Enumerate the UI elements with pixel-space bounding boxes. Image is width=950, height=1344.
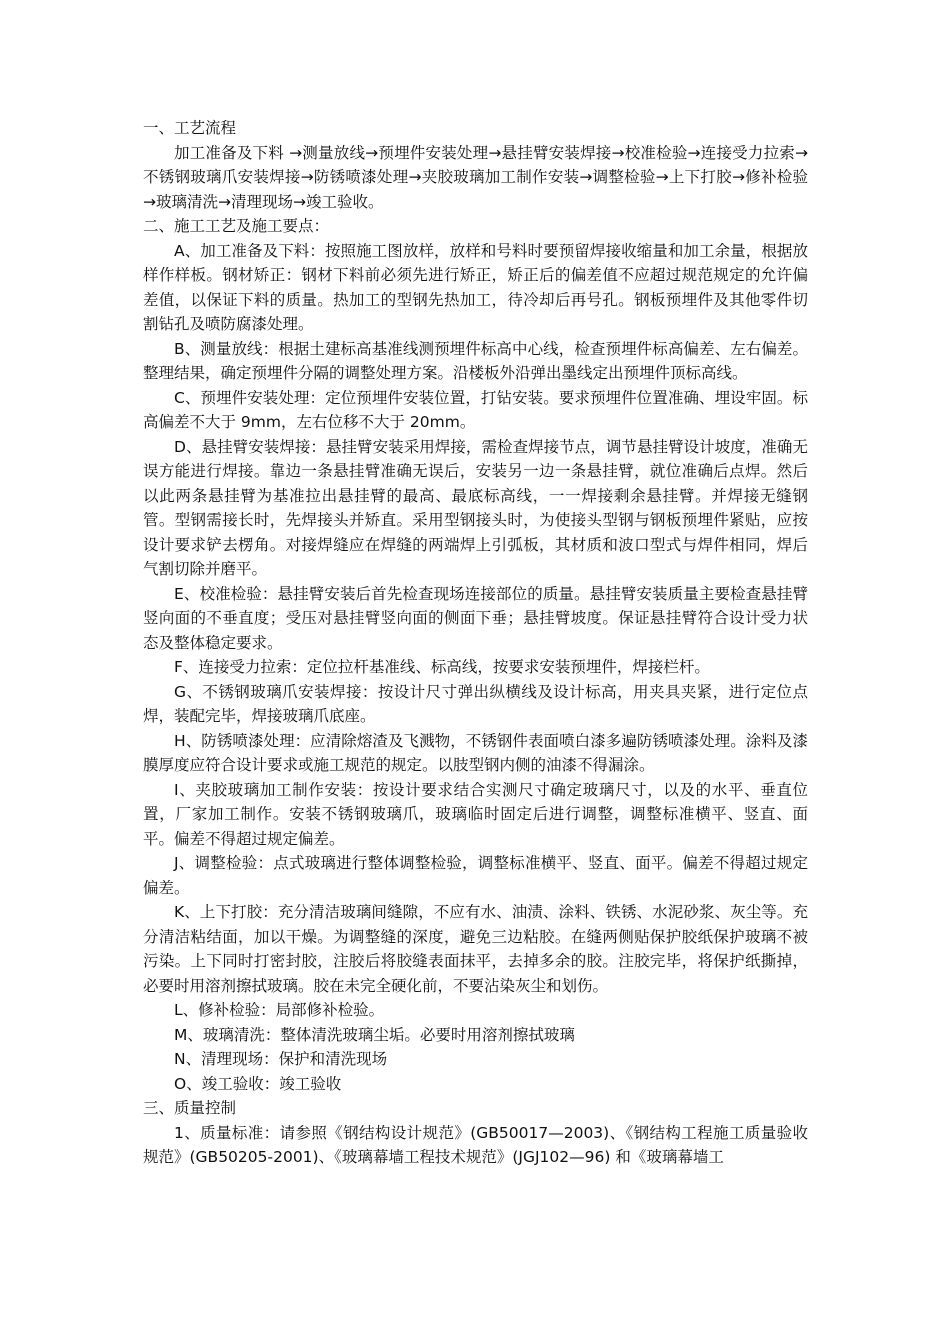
section-heading: 二、施工工艺及施工要点： bbox=[143, 217, 330, 235]
paragraph-a: A、加工准备及下料：按照施工图放样，放样和号料时要预留焊接收缩量和加工余量，根据放样作样板。钢材矫正：钢材下料前必须先进行矫正，矫正后的偏差值不应超过规范规定的允许偏差值，以保证下料的质量。热加工的型钢先热加工，待冷却后再号孔。钢板预埋件及其他零件切割钻孔及喷防腐漆处理。 bbox=[143, 241, 808, 333]
paragraph-g: G、不锈钢玻璃爪安装焊接：按设计尺寸弹出纵横线及设计标高，用夹具夹紧，进行定位点焊，装配完毕，焊接玻璃爪底座。 bbox=[143, 682, 808, 725]
paragraph-j: J、调整检验：点式玻璃进行整体调整检验，调整标准横平、竖直、面平。偏差不得超过规定偏差。 bbox=[143, 854, 808, 897]
section-quality-control bbox=[143, 1096, 808, 1170]
paragraph-c: C、预埋件安装处理：定位预埋件安装位置，打钻安装。要求预埋件位置准确、埋设牢固。标高偏差不大于 9mm，左右位移不大于 20mm。 bbox=[143, 388, 808, 431]
section-heading: 三、质量控制 bbox=[143, 1099, 237, 1117]
paragraph-f: F、连接受力拉索：定位拉杆基准线、标高线，按要求安装预埋件，焊接栏杆。 bbox=[174, 658, 710, 676]
paragraph-h: H、防锈喷漆处理：应清除熔渣及飞溅物，不锈钢件表面喷白漆多遍防锈喷漆处理。涂料及漆膜厚度应符合设计要求或施工规范的规定。以肢型钢内侧的油漆不得漏涂。 bbox=[143, 731, 808, 774]
paragraph-m: M、玻璃清洗：整体清洗玻璃尘垢。必要时用溶剂擦拭玻璃 bbox=[174, 1025, 575, 1044]
section-heading: 一、工艺流程 bbox=[143, 119, 237, 137]
paragraph-e: E、校准检验：悬挂臂安装后首先检查现场连接部位的质量。悬挂臂安装质量主要检查悬挂臂竖向面的不垂直度；受压对悬挂臂竖向面的侧面下垂；悬挂臂坡度。保证悬挂臂符合设计受力状态及整体稳定要求。 bbox=[143, 584, 808, 652]
paragraph-n: N、清理现场：保护和清洗现场 bbox=[174, 1050, 388, 1068]
paragraph-k: K、上下打胶：充分清洁玻璃间缝隙，不应有水、油渍、涂料、铁锈、水泥砂浆、灰尘等。充分清洁粘结面，加以干燥。为调整缝的深度，避免三边粘胶。在缝两侧贴保护胶纸保护玻璃不被污染。上下同时打密封胶，注胶后将胶缝表面抹平，去掉多余的胶。注胶完毕，将保护纸撕掉，必要时用溶剂擦拭玻璃。胶在未完全硬化前，不要沾染灰尘和划伤。 bbox=[143, 903, 808, 995]
document-page bbox=[143, 116, 808, 1170]
section-process-flow bbox=[143, 116, 808, 214]
paragraph-o: O、竣工验收：竣工验收 bbox=[174, 1074, 342, 1093]
paragraph-b: B、测量放线：根据土建标高基准线测预埋件标高中心线，检查预埋件标高偏差、左右偏差。整理结果，确定预埋件分隔的调整处理方案。沿楼板外沿弹出墨线定出预埋件顶标高线。 bbox=[143, 339, 808, 382]
paragraph-quality-standard: 1、质量标准：请参照《钢结构设计规范》(GB50017—2003)、《钢结构工程施工质量验收规范》(GB50205-2001)、《玻璃幕墙工程技术规范》(JGJ102—96) 和《玻璃幕墙工 bbox=[143, 1123, 808, 1166]
paragraph: 加工准备及下料 →测量放线→预埋件安装处理→悬挂臂安装焊接→校准检验→连接受力拉索→不锈钢玻璃爪安装焊接→防锈喷漆处理→夹胶玻璃加工制作安装→调整检验→上下打胶→修补检验→玻璃清洗→清理现场→竣工验收。 bbox=[143, 143, 808, 211]
paragraph-l: L、修补检验：局部修补检验。 bbox=[174, 1001, 385, 1019]
paragraph-d: D、悬挂臂安装焊接：悬挂臂安装采用焊接，需检查焊接节点，调节悬挂臂设计坡度，准确无误方能进行焊接。靠边一条悬挂臂准确无误后，安装另一边一条悬挂臂，就位准确后点焊。然后以此两条悬挂臂为基准拉出悬挂臂的最高、最底标高线，一一焊接剩余悬挂臂。并焊接无缝钢管。型钢需接长时，先焊接头并矫直。采用型钢接头时，为使接头型钢与钢板预埋件紧贴，应按设计要求铲去楞角。对接焊缝应在焊缝的两端焊上引弧板，其材质和波口型式与焊件相同，焊后气割切除并磨平。 bbox=[143, 437, 808, 578]
section-construction-process bbox=[143, 214, 808, 1096]
paragraph-i: I、夹胶玻璃加工制作安装：按设计要求结合实测尺寸确定玻璃尺寸，以及的水平、垂直位置，厂家加工制作。安装不锈钢玻璃爪，玻璃临时固定后进行调整，调整标准横平、竖直、面平。偏差不得超过规定偏差。 bbox=[143, 780, 808, 848]
